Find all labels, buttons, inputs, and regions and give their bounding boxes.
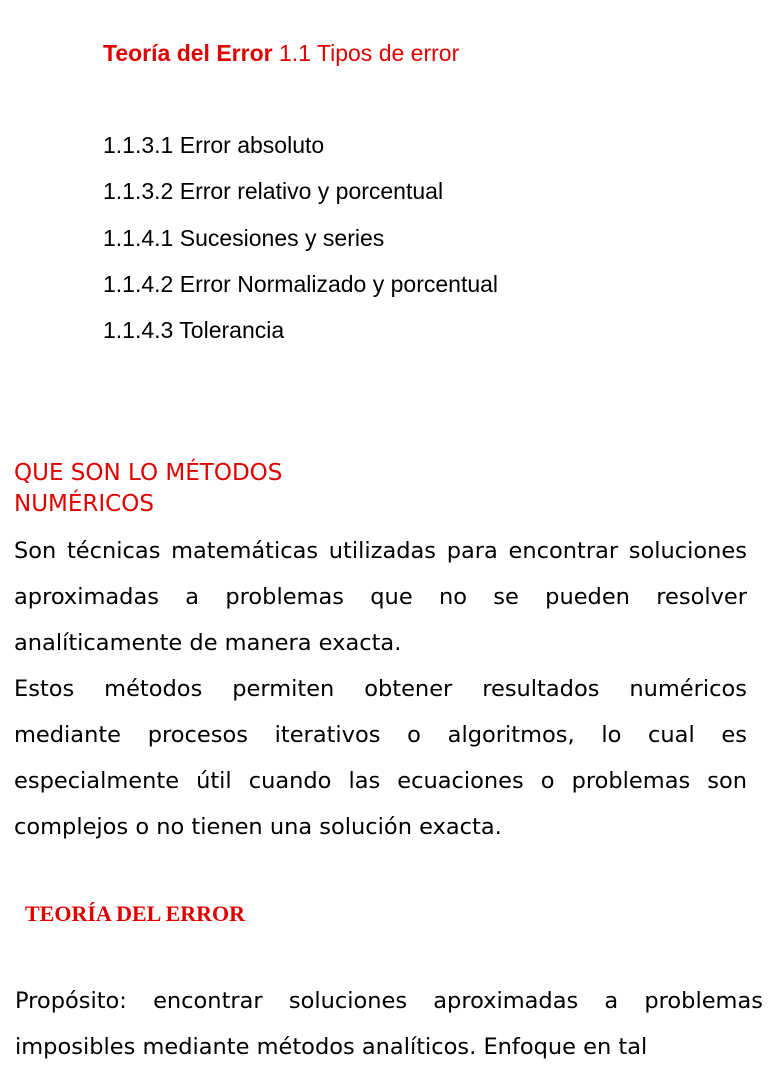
toc-item: 1.1.3.1 Error absoluto xyxy=(103,132,325,158)
paragraph-explanation: Estos métodos permiten obtener resultados numéricos mediante procesos iterativos o algoritmos, lo cual es especialmente útil cuando las ecuaciones o problemas son complejos o no tienen una solución exacta. xyxy=(14,676,747,840)
document-heading xyxy=(103,38,459,68)
paragraph-definition: Son técnicas matemáticas utilizadas para encontrar soluciones aproximadas a problemas que no se pueden resolver analíticamente de manera exacta. xyxy=(14,538,747,656)
section-title-teoria: TEORÍA DEL ERROR xyxy=(25,901,246,926)
toc-item: 1.1.4.3 Tolerancia xyxy=(103,317,285,344)
heading-rest-part: 1.1 Tipos de error xyxy=(272,40,460,66)
section-title-metodos: QUE SON LO MÉTODOS NUMÉRICOS xyxy=(14,460,283,517)
table-of-contents xyxy=(103,130,498,361)
toc-item: 1.1.4.1 Sucesiones y series xyxy=(103,224,385,251)
paragraph-proposito: Propósito: encontrar soluciones aproximadas a problemas imposibles mediante métodos analíticos. Enfoque en tal xyxy=(15,988,763,1060)
toc-item: 1.1.3.2 Error relativo y porcentual xyxy=(103,178,444,205)
heading-bold-part: Teoría del Error xyxy=(103,40,273,66)
toc-item: 1.1.4.2 Error Normalizado y porcentual xyxy=(103,270,499,297)
